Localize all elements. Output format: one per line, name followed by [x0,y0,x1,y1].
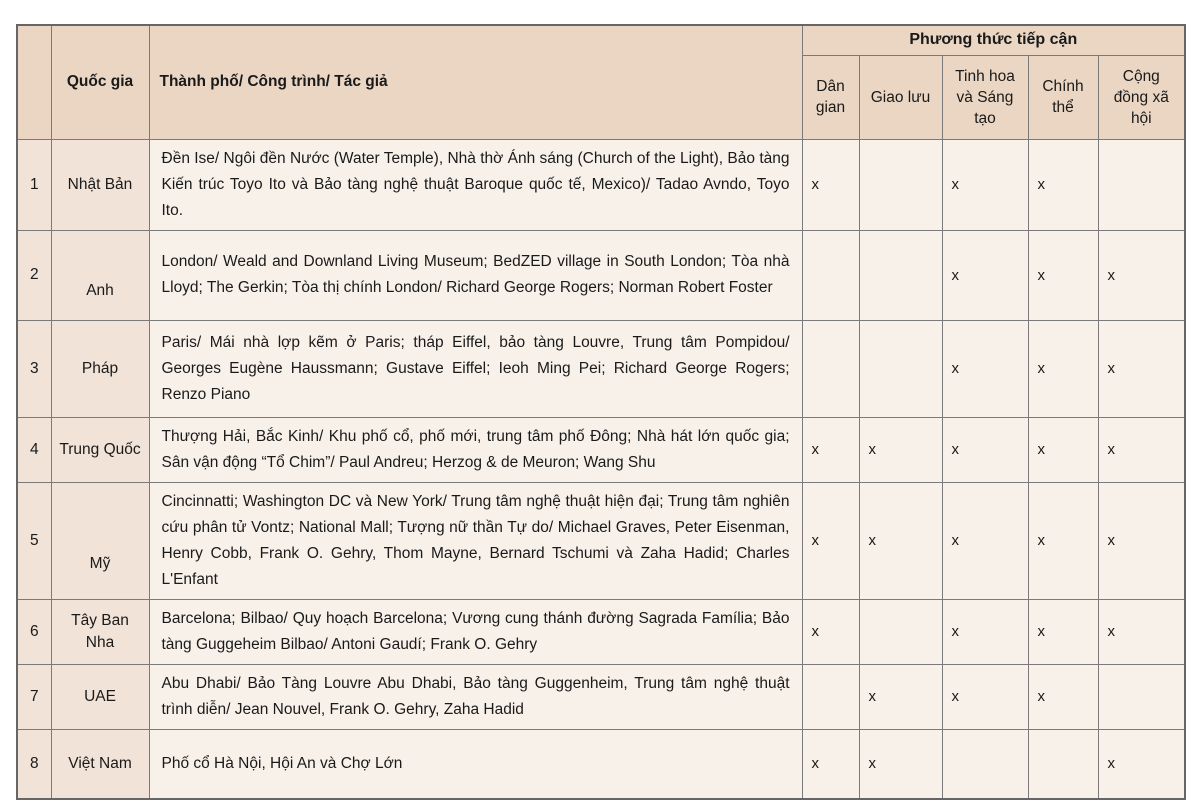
mark-cell-1: x [802,482,859,599]
mark-cell-2 [859,230,942,320]
country-cell: UAE [51,664,149,729]
table-row [17,664,1185,729]
mark-cell-5: x [1098,599,1185,664]
mark-cell-3: x [942,230,1028,320]
header-number-column [17,25,51,139]
description-cell: Phố cổ Hà Nội, Hội An và Chợ Lớn [149,729,802,799]
table-header [17,25,1185,139]
table-row [17,599,1185,664]
table-row [17,230,1185,320]
table-body [17,139,1185,799]
description-cell: Barcelona; Bilbao/ Quy hoạch Barcelona; Vương cung thánh đường Sagrada Família; Bảo tàng Guggeheim Bilbao/ Antoni Gaudí; Frank O. Gehry [149,599,802,664]
header-subcolumn-3: Tinh hoa và Sáng tạo [942,55,1028,139]
mark-cell-1: x [802,729,859,799]
table-row [17,729,1185,799]
row-number-cell: 2 [17,230,51,320]
mark-cell-4: x [1028,320,1098,417]
country-cell: Mỹ [51,482,149,599]
description-cell: London/ Weald and Downland Living Museum; BedZED village in South London; Tòa nhà Lloyd; The Gerkin; Tòa thị chính London/ Richard George Rogers; Norman Robert Foster [149,230,802,320]
mark-cell-3: x [942,417,1028,482]
description-cell: Paris/ Mái nhà lợp kẽm ở Paris; tháp Eiffel, bảo tàng Louvre, Trung tâm Pompidou/ Georges Eugène Haussmann; Gustave Eiffel; Ieoh Ming Pei; Richard George Rogers; Renzo Piano [149,320,802,417]
country-cell: Trung Quốc [51,417,149,482]
mark-cell-5: x [1098,729,1185,799]
mark-cell-1 [802,664,859,729]
mark-cell-4: x [1028,230,1098,320]
description-cell: Thượng Hải, Bắc Kinh/ Khu phố cổ, phố mới, trung tâm phố Đông; Nhà hát lớn quốc gia; Sân vận động “Tổ Chim”/ Paul Andreu; Herzog & de Meuron; Wang Shu [149,417,802,482]
country-cell: Tây Ban Nha [51,599,149,664]
mark-cell-2: x [859,417,942,482]
mark-cell-3: x [942,482,1028,599]
mark-cell-3 [942,729,1028,799]
mark-cell-3: x [942,599,1028,664]
table-row [17,482,1185,599]
mark-cell-5: x [1098,482,1185,599]
country-cell: Việt Nam [51,729,149,799]
mark-cell-4: x [1028,599,1098,664]
mark-cell-2: x [859,729,942,799]
row-number-cell: 8 [17,729,51,799]
mark-cell-4: x [1028,664,1098,729]
header-country-column: Quốc gia [51,25,149,139]
row-number-cell: 7 [17,664,51,729]
mark-cell-1 [802,230,859,320]
mark-cell-3: x [942,664,1028,729]
description-cell: Abu Dhabi/ Bảo Tàng Louvre Abu Dhabi, Bảo tàng Guggenheim, Trung tâm nghệ thuật trình diễn/ Jean Nouvel, Frank O. Gehry, Zaha Hadid [149,664,802,729]
mark-cell-5: x [1098,320,1185,417]
header-subcolumn-5: Cộng đồng xã hội [1098,55,1185,139]
country-cell: Anh [51,230,149,320]
mark-cell-4: x [1028,482,1098,599]
mark-cell-5 [1098,664,1185,729]
mark-cell-4: x [1028,139,1098,230]
mark-cell-2 [859,599,942,664]
header-description-column: Thành phố/ Công trình/ Tác giả [149,25,802,139]
access-methods-table-container [16,24,1186,800]
mark-cell-3: x [942,139,1028,230]
mark-cell-3: x [942,320,1028,417]
mark-cell-5: x [1098,230,1185,320]
mark-cell-2 [859,139,942,230]
row-number-cell: 4 [17,417,51,482]
mark-cell-1: x [802,599,859,664]
country-cell: Pháp [51,320,149,417]
table-row [17,139,1185,230]
row-number-cell: 5 [17,482,51,599]
mark-cell-2 [859,320,942,417]
header-row-group [17,25,1185,55]
header-subcolumn-2: Giao lưu [859,55,942,139]
mark-cell-2: x [859,664,942,729]
mark-cell-2: x [859,482,942,599]
header-access-method-group: Phương thức tiếp cận [802,25,1185,55]
row-number-cell: 3 [17,320,51,417]
mark-cell-1: x [802,417,859,482]
mark-cell-5 [1098,139,1185,230]
country-cell: Nhật Bản [51,139,149,230]
mark-cell-4: x [1028,417,1098,482]
header-subcolumn-1: Dân gian [802,55,859,139]
mark-cell-1 [802,320,859,417]
row-number-cell: 1 [17,139,51,230]
table-row [17,320,1185,417]
mark-cell-4 [1028,729,1098,799]
mark-cell-1: x [802,139,859,230]
mark-cell-5: x [1098,417,1185,482]
header-subcolumn-4: Chính thể [1028,55,1098,139]
access-methods-table [16,24,1186,800]
table-row [17,417,1185,482]
row-number-cell: 6 [17,599,51,664]
description-cell: Cincinnatti; Washington DC và New York/ Trung tâm nghệ thuật hiện đại; Trung tâm nghiên cứu phân tử Vontz; National Mall; Tượng nữ thần Tự do/ Michael Graves, Peter Eisenman, Henry Cobb, Frank O. Gehry, Thom Mayne, Bernard Tschumi và Zaha Hadid; Charles L'Enfant [149,482,802,599]
description-cell: Đền Ise/ Ngôi đền Nước (Water Temple), Nhà thờ Ánh sáng (Church of the Light), Bảo tàng Kiến trúc Toyo Ito và Bảo tàng nghệ thuật Baroque quốc tế, Mexico)/ Tadao Avndo, Toyo Ito. [149,139,802,230]
